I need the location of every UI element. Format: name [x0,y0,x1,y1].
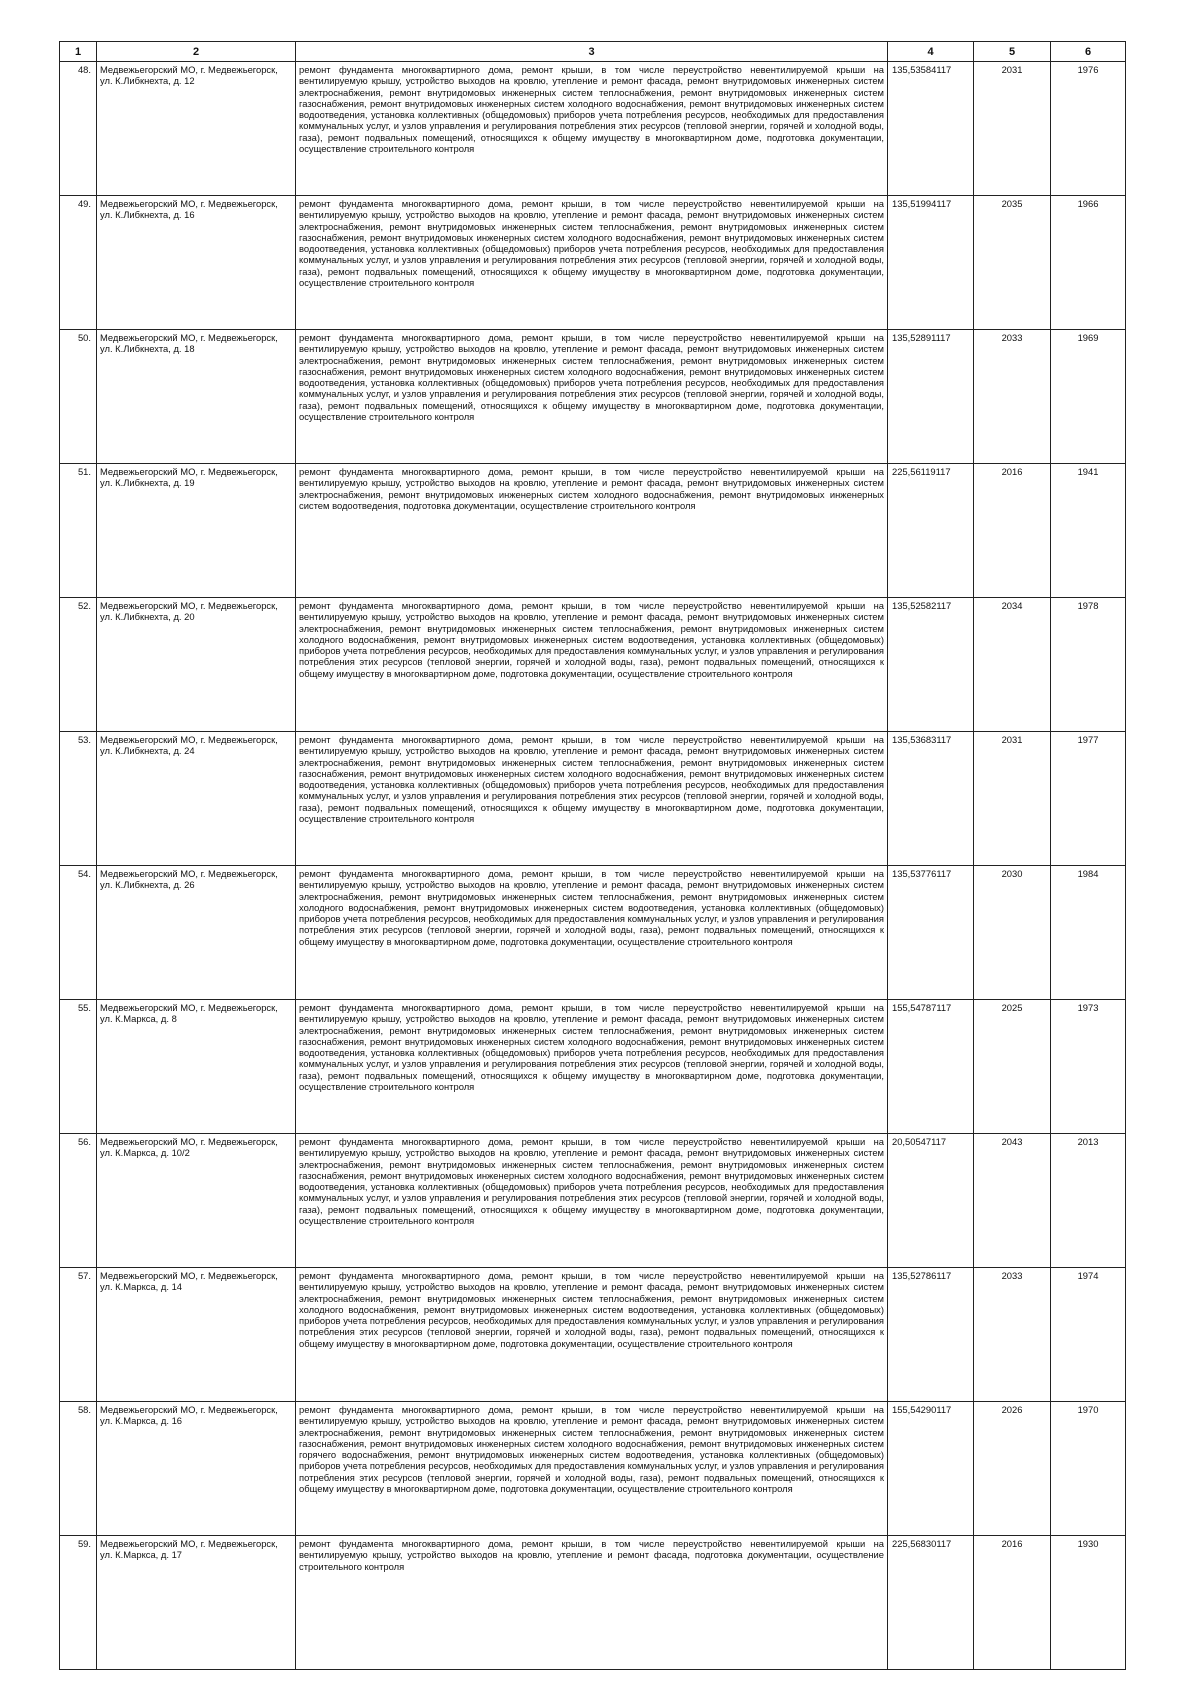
row-works: ремонт фундамента многоквартирного дома, ремонт крыши, в том числе переустройство невентилируемой крыши на вентилируемую крышу, устройство выходов на кровлю, утепление и ремонт фасада, ремонт внутридомовых инженерных систем электроснабжения, ремонт внутридомовых инженерных систем холодного водоснабжения, ремонт внутридомовых инженерных систем водоотведения, подготовка документации, осуществление строительного контроля [296,464,888,598]
row-planned-year: 2016 [974,1536,1051,1670]
column-header-1: 1 [60,42,97,62]
row-built-year: 1974 [1051,1268,1126,1402]
row-built-year: 1930 [1051,1536,1126,1670]
table-row [60,464,1126,598]
row-number: 58. [60,1402,97,1536]
row-address: Медвежьегорский МО, г. Медвежьегорск, ул. К.Либкнехта, д. 20 [97,598,296,732]
row-works: ремонт фундамента многоквартирного дома, ремонт крыши, в том числе переустройство невентилируемой крыши на вентилируемую крышу, устройство выходов на кровлю, утепление и ремонт фасада, ремонт внутридомовых инженерных систем электроснабжения, ремонт внутридомовых инженерных систем теплоснабжения, ремонт внутридомовых инженерных систем газоснабжения, ремонт внутридомовых инженерных систем холодного водоснабжения, ремонт внутридомовых инженерных систем водоотведения, установка коллективных (общедомовых) приборов учета потребления ресурсов, необходимых для предоставления коммунальных услуг, и узлов управления и регулирования потребления этих ресурсов (тепловой энергии, горячей и холодной воды, газа), ремонт подвальных помещений, относящихся к общему имуществу в многоквартирном доме, подготовка документации, осуществление строительного контроля [296,1134,888,1268]
row-address: Медвежьегорский МО, г. Медвежьегорск, ул. К.Либкнехта, д. 12 [97,62,296,196]
row-built-year: 1941 [1051,464,1126,598]
row-works: ремонт фундамента многоквартирного дома, ремонт крыши, в том числе переустройство невентилируемой крыши на вентилируемую крышу, устройство выходов на кровлю, утепление и ремонт фасада, ремонт внутридомовых инженерных систем электроснабжения, ремонт внутридомовых инженерных систем теплоснабжения, ремонт внутридомовых инженерных систем холодного водоснабжения, ремонт внутридомовых инженерных систем водоотведения, установка коллективных (общедомовых) приборов учета потребления ресурсов, необходимых для предоставления коммунальных услуг, и узлов управления и регулирования потребления этих ресурсов (тепловой энергии, горячей и холодной воды, газа), ремонт подвальных помещений, относящихся к общему имуществу в многоквартирном доме, подготовка документации, осуществление строительного контроля [296,598,888,732]
row-planned-year: 2033 [974,1268,1051,1402]
table-row [60,1402,1126,1536]
row-works: ремонт фундамента многоквартирного дома, ремонт крыши, в том числе переустройство невентилируемой крыши на вентилируемую крышу, устройство выходов на кровлю, утепление и ремонт фасада, ремонт внутридомовых инженерных систем электроснабжения, ремонт внутридомовых инженерных систем теплоснабжения, ремонт внутридомовых инженерных систем газоснабжения, ремонт внутридомовых инженерных систем холодного водоснабжения, ремонт внутридомовых инженерных систем водоотведения, установка коллективных (общедомовых) приборов учета потребления ресурсов, необходимых для предоставления коммунальных услуг, и узлов управления и регулирования потребления этих ресурсов (тепловой энергии, горячей и холодной воды, газа), ремонт подвальных помещений, относящихся к общему имуществу в многоквартирном доме, подготовка документации, осуществление строительного контроля [296,1000,888,1134]
table-row [60,598,1126,732]
row-works: ремонт фундамента многоквартирного дома, ремонт крыши, в том числе переустройство невентилируемой крыши на вентилируемую крышу, устройство выходов на кровлю, утепление и ремонт фасада, ремонт внутридомовых инженерных систем электроснабжения, ремонт внутридомовых инженерных систем теплоснабжения, ремонт внутридомовых инженерных систем газоснабжения, ремонт внутридомовых инженерных систем холодного водоснабжения, ремонт внутридомовых инженерных систем водоотведения, установка коллективных (общедомовых) приборов учета потребления ресурсов, необходимых для предоставления коммунальных услуг, и узлов управления и регулирования потребления этих ресурсов (тепловой энергии, горячей и холодной воды, газа), ремонт подвальных помещений, относящихся к общему имуществу в многоквартирном доме, подготовка документации, осуществление строительного контроля [296,62,888,196]
column-header-5: 5 [974,42,1051,62]
row-built-year: 1969 [1051,330,1126,464]
row-planned-year: 2016 [974,464,1051,598]
row-number: 55. [60,1000,97,1134]
row-address: Медвежьегорский МО, г. Медвежьегорск, ул. К.Либкнехта, д. 26 [97,866,296,1000]
row-cost: 135,51994117 [888,196,974,330]
row-planned-year: 2026 [974,1402,1051,1536]
column-header-3: 3 [296,42,888,62]
row-built-year: 1977 [1051,732,1126,866]
row-address: Медвежьегорский МО, г. Медвежьегорск, ул. К.Либкнехта, д. 24 [97,732,296,866]
row-address: Медвежьегорский МО, г. Медвежьегорск, ул. К.Маркса, д. 17 [97,1536,296,1670]
row-cost: 135,53584117 [888,62,974,196]
column-header-4: 4 [888,42,974,62]
row-built-year: 1976 [1051,62,1126,196]
row-cost: 225,56119117 [888,464,974,598]
table-row [60,866,1126,1000]
row-planned-year: 2043 [974,1134,1051,1268]
row-built-year: 1973 [1051,1000,1126,1134]
row-planned-year: 2034 [974,598,1051,732]
row-address: Медвежьегорский МО, г. Медвежьегорск, ул. К.Маркса, д. 8 [97,1000,296,1134]
row-number: 50. [60,330,97,464]
table-row [60,196,1126,330]
row-works: ремонт фундамента многоквартирного дома, ремонт крыши, в том числе переустройство невентилируемой крыши на вентилируемую крышу, устройство выходов на кровлю, утепление и ремонт фасада, ремонт внутридомовых инженерных систем электроснабжения, ремонт внутридомовых инженерных систем теплоснабжения, ремонт внутридомовых инженерных систем холодного водоснабжения, ремонт внутридомовых инженерных систем водоотведения, установка коллективных (общедомовых) приборов учета потребления ресурсов, необходимых для предоставления коммунальных услуг, и узлов управления и регулирования потребления этих ресурсов (тепловой энергии, горячей и холодной воды, газа), ремонт подвальных помещений, относящихся к общему имуществу в многоквартирном доме, подготовка документации, осуществление строительного контроля [296,1268,888,1402]
row-address: Медвежьегорский МО, г. Медвежьегорск, ул. К.Маркса, д. 16 [97,1402,296,1536]
table-row [60,330,1126,464]
table-body [60,62,1126,1670]
row-cost: 135,52582117 [888,598,974,732]
row-planned-year: 2025 [974,1000,1051,1134]
column-header-2: 2 [97,42,296,62]
table-header [60,42,1126,62]
row-cost: 135,52786117 [888,1268,974,1402]
row-number: 57. [60,1268,97,1402]
table-row [60,1268,1126,1402]
row-number: 49. [60,196,97,330]
table-row [60,62,1126,196]
row-planned-year: 2033 [974,330,1051,464]
table-row [60,732,1126,866]
row-planned-year: 2030 [974,866,1051,1000]
repair-program-table [59,41,1126,1670]
table-row [60,1134,1126,1268]
row-number: 51. [60,464,97,598]
row-works: ремонт фундамента многоквартирного дома, ремонт крыши, в том числе переустройство невентилируемой крыши на вентилируемую крышу, устройство выходов на кровлю, утепление и ремонт фасада, подготовка документации, осуществление строительного контроля [296,1536,888,1670]
row-cost: 135,53776117 [888,866,974,1000]
row-works: ремонт фундамента многоквартирного дома, ремонт крыши, в том числе переустройство невентилируемой крыши на вентилируемую крышу, устройство выходов на кровлю, утепление и ремонт фасада, ремонт внутридомовых инженерных систем электроснабжения, ремонт внутридомовых инженерных систем теплоснабжения, ремонт внутридомовых инженерных систем холодного водоснабжения, ремонт внутридомовых инженерных систем водоотведения, установка коллективных (общедомовых) приборов учета потребления ресурсов, необходимых для предоставления коммунальных услуг, и узлов управления и регулирования потребления этих ресурсов (тепловой энергии, горячей и холодной воды, газа), ремонт подвальных помещений, относящихся к общему имуществу в многоквартирном доме, подготовка документации, осуществление строительного контроля [296,866,888,1000]
row-number: 56. [60,1134,97,1268]
column-header-6: 6 [1051,42,1126,62]
document-page [59,41,1125,1670]
row-works: ремонт фундамента многоквартирного дома, ремонт крыши, в том числе переустройство невентилируемой крыши на вентилируемую крышу, устройство выходов на кровлю, утепление и ремонт фасада, ремонт внутридомовых инженерных систем электроснабжения, ремонт внутридомовых инженерных систем теплоснабжения, ремонт внутридомовых инженерных систем газоснабжения, ремонт внутридомовых инженерных систем холодного водоснабжения, ремонт внутридомовых инженерных систем водоотведения, установка коллективных (общедомовых) приборов учета потребления ресурсов, необходимых для предоставления коммунальных услуг, и узлов управления и регулирования потребления этих ресурсов (тепловой энергии, горячей и холодной воды, газа), ремонт подвальных помещений, относящихся к общему имуществу в многоквартирном доме, подготовка документации, осуществление строительного контроля [296,196,888,330]
row-number: 52. [60,598,97,732]
row-address: Медвежьегорский МО, г. Медвежьегорск, ул. К.Маркса, д. 10/2 [97,1134,296,1268]
row-planned-year: 2031 [974,62,1051,196]
row-number: 53. [60,732,97,866]
row-number: 48. [60,62,97,196]
table-row [60,1536,1126,1670]
row-planned-year: 2031 [974,732,1051,866]
table-row [60,1000,1126,1134]
row-cost: 225,56830117 [888,1536,974,1670]
row-built-year: 2013 [1051,1134,1126,1268]
row-number: 54. [60,866,97,1000]
row-cost: 155,54787117 [888,1000,974,1134]
header-row [60,42,1126,62]
row-built-year: 1970 [1051,1402,1126,1536]
row-cost: 20,50547117 [888,1134,974,1268]
row-cost: 155,54290117 [888,1402,974,1536]
row-built-year: 1978 [1051,598,1126,732]
row-works: ремонт фундамента многоквартирного дома, ремонт крыши, в том числе переустройство невентилируемой крыши на вентилируемую крышу, устройство выходов на кровлю, утепление и ремонт фасада, ремонт внутридомовых инженерных систем электроснабжения, ремонт внутридомовых инженерных систем теплоснабжения, ремонт внутридомовых инженерных систем газоснабжения, ремонт внутридомовых инженерных систем холодного водоснабжения, ремонт внутридомовых инженерных систем водоотведения, установка коллективных (общедомовых) приборов учета потребления ресурсов, необходимых для предоставления коммунальных услуг, и узлов управления и регулирования потребления этих ресурсов (тепловой энергии, горячей и холодной воды, газа), ремонт подвальных помещений, относящихся к общему имуществу в многоквартирном доме, подготовка документации, осуществление строительного контроля [296,732,888,866]
row-number: 59. [60,1536,97,1670]
row-works: ремонт фундамента многоквартирного дома, ремонт крыши, в том числе переустройство невентилируемой крыши на вентилируемую крышу, устройство выходов на кровлю, утепление и ремонт фасада, ремонт внутридомовых инженерных систем электроснабжения, ремонт внутридомовых инженерных систем теплоснабжения, ремонт внутридомовых инженерных систем газоснабжения, ремонт внутридомовых инженерных систем холодного водоснабжения, ремонт внутридомовых инженерных систем водоотведения, установка коллективных (общедомовых) приборов учета потребления ресурсов, необходимых для предоставления коммунальных услуг, и узлов управления и регулирования потребления этих ресурсов (тепловой энергии, горячей и холодной воды, газа), ремонт подвальных помещений, относящихся к общему имуществу в многоквартирном доме, подготовка документации, осуществление строительного контроля [296,330,888,464]
row-built-year: 1984 [1051,866,1126,1000]
row-cost: 135,53683117 [888,732,974,866]
row-cost: 135,52891117 [888,330,974,464]
row-address: Медвежьегорский МО, г. Медвежьегорск, ул. К.Либкнехта, д. 16 [97,196,296,330]
row-address: Медвежьегорский МО, г. Медвежьегорск, ул. К.Маркса, д. 14 [97,1268,296,1402]
row-address: Медвежьегорский МО, г. Медвежьегорск, ул. К.Либкнехта, д. 18 [97,330,296,464]
row-planned-year: 2035 [974,196,1051,330]
row-works: ремонт фундамента многоквартирного дома, ремонт крыши, в том числе переустройство невентилируемой крыши на вентилируемую крышу, устройство выходов на кровлю, утепление и ремонт фасада, ремонт внутридомовых инженерных систем электроснабжения, ремонт внутридомовых инженерных систем теплоснабжения, ремонт внутридомовых инженерных систем газоснабжения, ремонт внутридомовых инженерных систем холодного водоснабжения, ремонт внутридомовых инженерных систем горячего водоснабжения, ремонт внутридомовых инженерных систем водоотведения, установка коллективных (общедомовых) приборов учета потребления ресурсов, необходимых для предоставления коммунальных услуг, и узлов управления и регулирования потребления этих ресурсов (тепловой энергии, горячей и холодной воды, газа), ремонт подвальных помещений, относящихся к общему имуществу в многоквартирном доме, подготовка документации, осуществление строительного контроля [296,1402,888,1536]
row-address: Медвежьегорский МО, г. Медвежьегорск, ул. К.Либкнехта, д. 19 [97,464,296,598]
row-built-year: 1966 [1051,196,1126,330]
